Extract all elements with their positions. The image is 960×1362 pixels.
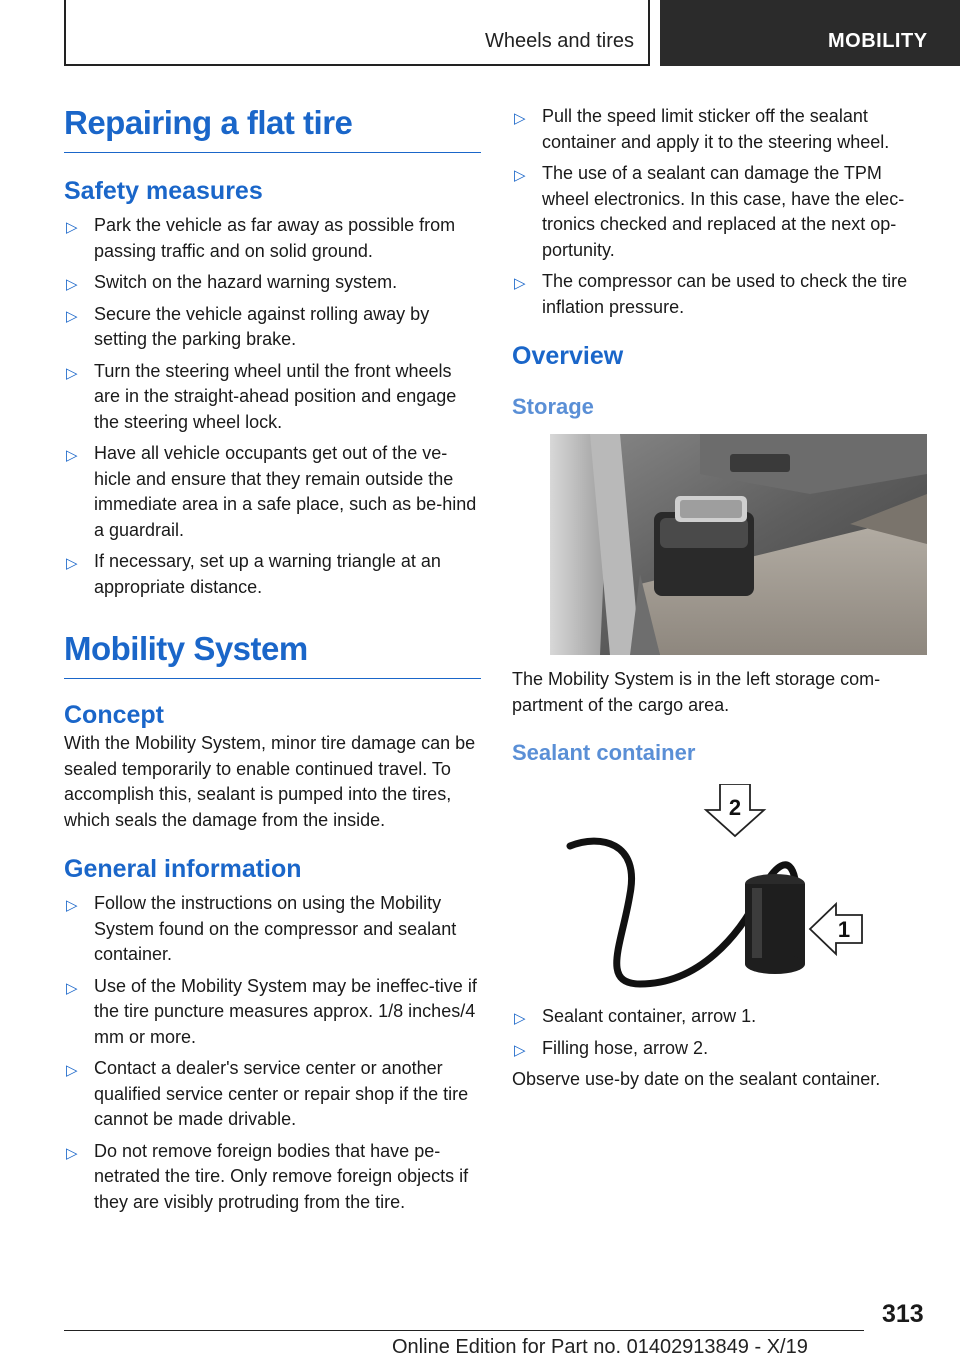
list-item: ▷ Sealant container, arrow 1. <box>512 1004 928 1030</box>
list-item: ▷ Have all vehicle occupants get out of the ve‐hicle and ensure that they remain outside the immediate area in a safe place, such as be‐hind a guardrail. <box>66 443 477 540</box>
heading-storage: Storage <box>512 394 594 419</box>
triangle-bullet-icon: ▷ <box>66 897 78 914</box>
safety-list <box>64 213 481 600</box>
sealant-note: Observe use-by date on the sealant container. <box>512 1069 881 1089</box>
footer-divider <box>64 1330 864 1331</box>
triangle-bullet-icon: ▷ <box>66 1144 78 1162</box>
heading-overview: Overview <box>512 342 624 370</box>
triangle-bullet-icon: ▷ <box>66 447 78 464</box>
concept-text: With the Mobility System, minor tire damage can be sealed temporarily to enable continued travel. To accomplish this, sealant is pumped into the tires, which seals the damage from the inside. <box>64 733 476 830</box>
right-column <box>512 100 928 1093</box>
heading-safety-measures: Safety measures <box>64 177 263 205</box>
list-item: ▷ Do not remove foreign bodies that have pe‐netrated the tire. Only remove foreign objects if they are visibly protruding from the tire. <box>66 1140 469 1212</box>
list-item: ▷ Use of the Mobility System may be ineffec‐tive if the tire puncture measures approx. 1/8 inches/4 mm or more. <box>66 975 477 1047</box>
triangle-bullet-icon: ▷ <box>66 1062 78 1079</box>
cargo-area-illustration <box>550 434 927 655</box>
sealant-container-diagram <box>560 784 880 994</box>
left-column <box>64 100 481 1221</box>
footer-edition: Online Edition for Part no. 01402913849 - X/19 <box>392 1336 808 1358</box>
arrow-2-label: 2 <box>728 795 742 820</box>
triangle-bullet-icon: ▷ <box>66 276 78 293</box>
triangle-bullet-icon: ▷ <box>66 307 78 325</box>
triangle-bullet-icon: ▷ <box>514 1010 526 1027</box>
triangle-bullet-icon: ▷ <box>66 979 78 997</box>
triangle-bullet-icon: ▷ <box>514 1041 526 1059</box>
triangle-bullet-icon: ▷ <box>66 364 78 382</box>
sealant-container-illustration <box>560 784 880 994</box>
header-section-title: Wheels and tires <box>485 30 634 52</box>
list-item: ▷ The compressor can be used to check the tire inflation pressure. <box>514 271 908 317</box>
list-item: ▷ Filling hose, arrow 2. <box>512 1036 928 1062</box>
list-item: ▷ The use of a sealant can damage the TPM wheel electronics. In this case, have the elec‐tronics checked and replaced at the next op‐portunity. <box>514 163 905 260</box>
sealant-components-list <box>512 1004 928 1061</box>
heading-concept: Concept <box>64 701 164 729</box>
arrow-1-label: 1 <box>837 917 851 942</box>
header-chapter-tab <box>660 0 960 66</box>
list-item: ▷ If necessary, set up a warning triangle at an appropriate distance. <box>66 551 441 597</box>
triangle-bullet-icon: ▷ <box>514 275 526 292</box>
general-list <box>64 891 481 1215</box>
heading-sealant-container: Sealant container <box>512 740 696 765</box>
cargo-area-photo <box>550 434 927 655</box>
title-mobility-system: Mobility System <box>64 626 481 679</box>
heading-general-information: General information <box>64 855 302 883</box>
list-item: ▷ Park the vehicle as far away as possible from passing traffic and on solid ground. <box>66 215 456 261</box>
header-chapter-title: MOBILITY <box>828 30 928 52</box>
triangle-bullet-icon: ▷ <box>66 555 78 572</box>
list-item: ▷ Follow the instructions on using the Mobility System found on the compressor and sealant container. <box>66 893 457 964</box>
triangle-bullet-icon: ▷ <box>514 167 526 184</box>
triangle-bullet-icon: ▷ <box>514 110 526 127</box>
header-section-box <box>64 0 650 66</box>
list-item: ▷ Secure the vehicle against rolling away by setting the parking brake. <box>66 303 430 349</box>
title-repairing-flat-tire: Repairing a flat tire <box>64 100 481 153</box>
triangle-bullet-icon: ▷ <box>66 219 78 236</box>
list-item: ▷ Turn the steering wheel until the front wheels are in the straight-ahead position and engage the steering wheel lock. <box>66 360 457 432</box>
page-header <box>0 0 960 66</box>
list-item: ▷ Contact a dealer's service center or another qualified service center or repair shop if the tire cannot be made drivable. <box>66 1058 469 1129</box>
storage-caption: The Mobility System is in the left storage com‐partment of the cargo area. <box>512 669 881 715</box>
list-item: ▷ Switch on the hazard warning system. <box>64 270 481 296</box>
list-item: ▷ Pull the speed limit sticker off the sealant container and apply it to the steering wheel. <box>514 106 890 152</box>
sealant-precautions-list <box>512 104 928 320</box>
page-number: 313 <box>882 1300 924 1328</box>
